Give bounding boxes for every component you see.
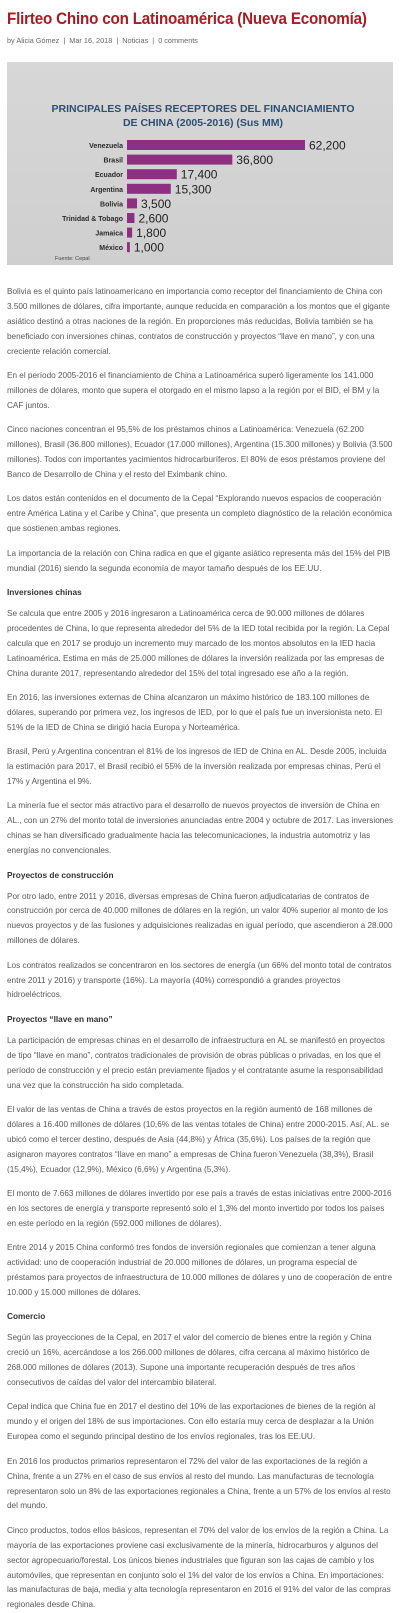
bar — [127, 169, 177, 179]
post-meta — [7, 36, 393, 46]
paragraph: En 2016 los productos primarios representaron el 72% del valor de las exportaciones de la región a China, frente a un 27% en el caso de sus envíos al resto del mundo. Las manufacturas de tecnología representaron solo un 8% de las exportaciones regionales a China, frente a un 57% de los envíos al resto del mundo. — [7, 1456, 391, 1511]
bar — [127, 228, 132, 238]
meta-by: by — [7, 36, 15, 45]
post-title[interactable]: Flirteo Chino con Latinoamérica (Nueva Economía) — [7, 10, 367, 28]
category-label: Bolivia — [100, 201, 123, 209]
paragraph: Cinco productos, todos ellos básicos, representan el 70% del valor de los envíos de la región a China. La mayoría de las exportaciones proviene casi exclusivamente de la minería, hidrocarburos y algunos del sector agropecuario/forestal. Los únicos bienes industriales que figuran son las cajas de cambio y los automóviles, que representan en conjunto solo el 1% del valor de los envíos a China. En importaciones: las manufacturas de baja, media y alta tecnología representaron en 2016 el 91% del valor de las compras regionales desde China. — [7, 1525, 391, 1610]
category-label: Trinidad & Tobago — [62, 216, 123, 223]
meta-separator: | — [116, 36, 119, 45]
comments-link[interactable]: 0 comments — [158, 36, 198, 45]
value-label: 1,000 — [133, 240, 164, 255]
bar — [127, 198, 137, 208]
value-label: 2,600 — [138, 211, 169, 226]
category-label: México — [99, 245, 123, 253]
paragraph: El monto de 7.663 millones de dólares invertido por ese país a través de estas iniciativas entre 2000-2016 en los sectores de energía y transporte representó solo el 1,3% del monto invertido por todos los países en este período en la región (592.000 millones de dólares). — [7, 1189, 392, 1228]
chart-title: PRINCIPALES PAÍSES RECEPTORES DEL FINANCIAMIENTO — [51, 103, 355, 115]
bars-layer — [62, 139, 346, 255]
bar — [127, 155, 232, 165]
bar — [127, 242, 130, 252]
category-label: Jamaica — [95, 230, 123, 238]
paragraph: Cinco naciones concentran el 95,5% de los préstamos chinos a Latinoamérica: Venezuela (62.200 millones), Brasil (36.800 millones), Ecuador (17.000 millones), Argentina (15.300 millones) y Bolivia (3.500 millones). Todos con importantes yacimientos hidrocarburíferos. El 80% de esos préstamos proviene del Banco de Desarrollo de China y el resto del Eximbank chino. — [7, 425, 393, 479]
paragraph: Los datos están contenidos en el documento de la Cepal “Explorando nuevos espacios de cooperación entre América Latina y el Caribe y China”, que presenta un completo diagnóstico de la relación económica que sostienen ambas regiones. — [7, 494, 393, 534]
value-label: 17,400 — [180, 167, 218, 182]
category-label: Brasil — [103, 157, 123, 165]
paragraph: Brasil, Perú y Argentina concentran el 81% de los ingresos de IED de China en AL. Desde 2005, incluida la estimación para 2017, el Brasil recibió el 55% de la inversión realizada por empresas chinas, Perú el 17% y Argentina el 9%. — [7, 747, 387, 786]
value-label: 15,300 — [174, 182, 212, 197]
paragraph: La importancia de la relación con China radica en que el gigante asiático representa más del 15% del PIB mundial (2016) siendo la segunda economía de mayor tamaño después de los EE.UU. — [7, 548, 391, 573]
chart-subtitle: DE CHINA (2005-2016) (Sus MM) — [122, 117, 284, 129]
category-label: Ecuador — [94, 172, 123, 180]
section-heading: Proyectos de construcción — [7, 869, 114, 880]
meta-separator: | — [152, 36, 155, 45]
bar — [127, 184, 171, 194]
paragraph: En 2016, las inversiones externas de China alcanzaron un máximo histórico de 183.100 millones de dólares, superando por primera vez, los ingresos de IED, por lo que el país fue un inversionista neto. El 51% de la IED de China se dirigió hacia Europa y Norteamérica. — [7, 692, 383, 732]
value-label: 1,800 — [136, 226, 167, 241]
article-body — [7, 285, 393, 1613]
value-label: 62,200 — [309, 138, 346, 153]
paragraph: Según las proyecciones de la Cepal, en 2017 el valor del comercio de bienes entre la región y China creció un 16%, acercándose a los 266.000 millones de dólares, cifra cercana al máximo histórico de 268.000 millones de dólares (2013). Supone una importante recuperación después de tres años consecutivos de caídas del valor del intercambio bilateral. — [7, 1333, 372, 1388]
section-heading: Comercio — [7, 1311, 46, 1322]
paragraph: La minería fue el sector más atractivo para el desarrollo de nuevos proyectos de inversión de China en AL., con un 27% del monto total de inversiones anunciadas entre 2004 y octubre de 2017. Las inversiones chinas se han diversificado gradualmente hacia las telecomunicaciones, la industria automotriz y las energías no convencionales. — [7, 801, 393, 856]
paragraph: La participación de empresas chinas en el desarrollo de infraestructura en AL se manifestó en proyectos de tipo “llave en mano”, contratos tradicionales de provisión de obras públicas o privadas, en los que el período de construcción y el precio están previamente fijados y el contratante asume la responsabilidad una vez que la construcción ha sido completada. — [7, 1035, 385, 1090]
paragraph: Entre 2014 y 2015 China conformó tres fondos de inversión regionales que comienzan a tener alguna actividad: uno de cooperación industrial de 20.000 millones de dólares, un programa especial de préstamos para proyectos de infraestructura de 10.000 millones de dólares y uno de cooperación de entre 10.000 y 15.000 millones de dólares. — [7, 1243, 393, 1297]
section-heading: Inversiones chinas — [7, 586, 82, 597]
category-label: Venezuela — [89, 143, 123, 150]
bar — [127, 140, 305, 150]
category-label: Argentina — [90, 186, 123, 194]
paragraph: Los contratos realizados se concentraron en los sectores de energía (un 66% del monto total de contratos entre 2011 y 2016) y transporte (16%). La mayoría (40%) correspondió a grandes proyectos hidroeléctricos. — [7, 960, 392, 1000]
paragraph: Se calcula que entre 2005 y 2016 ingresaron a Latinoamérica cerca de 90.000 millones de dólares procedentes de China, lo que representa alrededor del 5% de la IED total recibida por la región. La Cepal calcula que en 2017 se produjo un incremento muy marcado de los montos absolutos en la IED hacia Latinoamérica. Estima en más de 25.000 millones de dólares la inversión realizada por las empresas de China durante 2017, representando alrededor del 15% del total ingresado ese año a la región. — [7, 608, 390, 678]
chart-source: Fuente: Cepal — [55, 256, 90, 262]
paragraph: En el período 2005-2016 el financiamiento de China a Latinoamérica superó ligeramente los 141.000 millones de dólares, monto que supera el otorgado en el mismo lapso a la región por el BID, el BM y la CAF juntos. — [7, 371, 380, 410]
value-label: 3,500 — [141, 196, 172, 211]
paragraph: El valor de las ventas de China a través de estos proyectos en la región aumentó de 168 millones de dólares a 16.400 millones de dólares (10,6% de las ventas totales de China) entre 2000-2015. Así, AL. se ubicó como el tercer destino, después de Asia (44,8%) y África (35,6%). Los países de la región que asignaron mayores contratos “llave en mano” a empresas de China fueron Venezuela (38,3%), Brasil (15,4%), Ecuador (12,9%), México (6,6%) y Argentina (5,3%). — [7, 1104, 390, 1174]
paragraph: Por otro lado, entre 2011 y 2016, diversas empresas de China fueron adjudicatarias de contratos de construcción por cerca de 40.000 millones de dólares en la región, un valor 40% superior al monto de los nuevos proyectos y de las fusiones y adquisiciones realizadas en igual período, que ascendieron a 28.000 millones de dólares. — [7, 891, 393, 946]
post-date: Mar 16, 2018 — [69, 36, 113, 45]
bar — [127, 213, 134, 223]
value-label: 36,800 — [236, 153, 274, 168]
section-heading: Proyectos “llave en mano” — [7, 1013, 113, 1024]
paragraph: Cepal indica que China fue en 2017 el destino del 10% de las exportaciones de bienes de la región al mundo y el origen del 18% de sus importaciones. Con ello estaría muy cerca de desplazar a la Unión Europea como el segundo principal destino de los envíos regionales, tras los EE.UU. — [7, 1402, 376, 1442]
category-link[interactable]: Noticias — [122, 36, 149, 45]
financing-chart — [7, 62, 393, 265]
author-link[interactable]: Alicia Gómez — [16, 36, 60, 45]
paragraph: Bolivia es el quinto país latinoamericano en importancia como receptor del financiamiento de China con 3.500 millones de dólares, cifra importante, aunque reducida en comparación a los montos que el gigante asiático destinó a otras naciones de la región. En proporciones más reducidas, Bolivia también se ha beneficiado con inversiones chinas, contratos de construcción y proyectos “llave en mano”, y con una creciente relación comercial. — [7, 287, 390, 356]
bar-chart — [7, 62, 393, 265]
meta-separator: | — [63, 36, 66, 45]
